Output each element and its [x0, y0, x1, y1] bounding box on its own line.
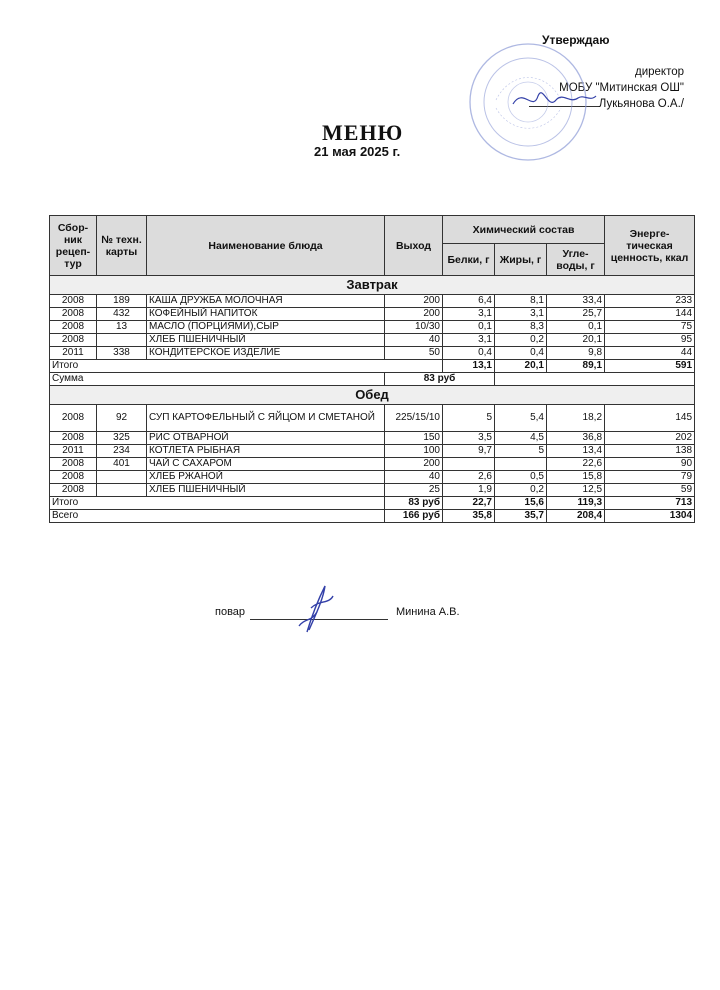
col-energy: Энерге-тическая ценность, ккал	[605, 216, 695, 276]
grand-total-row: Всего 166 руб 35,8 35,7 208,4 1304	[50, 510, 695, 523]
table-row: 2008 325 РИС ОТВАРНОЙ 150 3,5 4,5 36,8 202	[50, 432, 695, 445]
col-protein: Белки, г	[443, 244, 495, 276]
menu-table	[49, 215, 695, 523]
section-lunch: Обед	[50, 386, 695, 405]
section-breakfast: Завтрак	[50, 276, 695, 295]
table-row: 2011 338 КОНДИТЕРСКОЕ ИЗДЕЛИЕ 50 0,4 0,4 9,8 44	[50, 347, 695, 360]
col-output: Выход	[385, 216, 443, 276]
director-title: директор	[634, 66, 684, 78]
col-sbornik: Сбор-ник рецеп-тур	[50, 216, 97, 276]
director-signature-icon	[508, 82, 598, 118]
cook-name: Минина А.В.	[396, 606, 460, 618]
table-row: 2008 ХЛЕБ РЖАНОЙ 40 2,6 0,5 15,8 79	[50, 471, 695, 484]
table-row: 2008 189 КАША ДРУЖБА МОЛОЧНАЯ 200 6,4 8,1 33,4 233	[50, 295, 695, 308]
col-fat: Жиры, г	[495, 244, 547, 276]
col-chem: Химический состав	[443, 216, 605, 244]
lunch-total-row: Итого 83 руб 22,7 15,6 119,3 713	[50, 497, 695, 510]
table-row: 2008 ХЛЕБ ПШЕНИЧНЫЙ 25 1,9 0,2 12,5 59	[50, 484, 695, 497]
school-name: МОБУ "Митинская ОШ"	[559, 82, 684, 94]
table-row: 2008 92 СУП КАРТОФЕЛЬНЫЙ С ЯЙЦОМ И СМЕТАНОЙ 225/15/10 5 5,4 18,2 145	[50, 405, 695, 432]
breakfast-sum-row: Сумма 83 руб	[50, 373, 695, 386]
page-title: МЕНЮ	[322, 120, 404, 145]
col-tech-card: № техн. карты	[97, 216, 147, 276]
cook-label: повар	[215, 606, 246, 618]
table-row: 2008 ХЛЕБ ПШЕНИЧНЫЙ 40 3,1 0,2 20,1 95	[50, 334, 695, 347]
col-carbs: Угле-воды, г	[547, 244, 605, 276]
col-dish-name: Наименование блюда	[147, 216, 385, 276]
approve-label: Утверждаю	[542, 33, 610, 47]
table-row: 2008 432 КОФЕЙНЫЙ НАПИТОК 200 3,1 3,1 25,7 144	[50, 308, 695, 321]
cook-signature-icon	[285, 582, 345, 638]
table-row: 2008 401 ЧАЙ С САХАРОМ 200 22,6 90	[50, 458, 695, 471]
director-signer: Лукьянова О.А./	[484, 96, 684, 112]
table-row: 2008 13 МАСЛО (ПОРЦИЯМИ),СЫР 10/30 0,1 8,3 0,1 75	[50, 321, 695, 334]
table-row: 2011 234 КОТЛЕТА РЫБНАЯ 100 9,7 5 13,4 138	[50, 445, 695, 458]
menu-date: 21 мая 2025 г.	[314, 144, 401, 159]
breakfast-total-row: Итого 13,1 20,1 89,1 591	[50, 360, 695, 373]
